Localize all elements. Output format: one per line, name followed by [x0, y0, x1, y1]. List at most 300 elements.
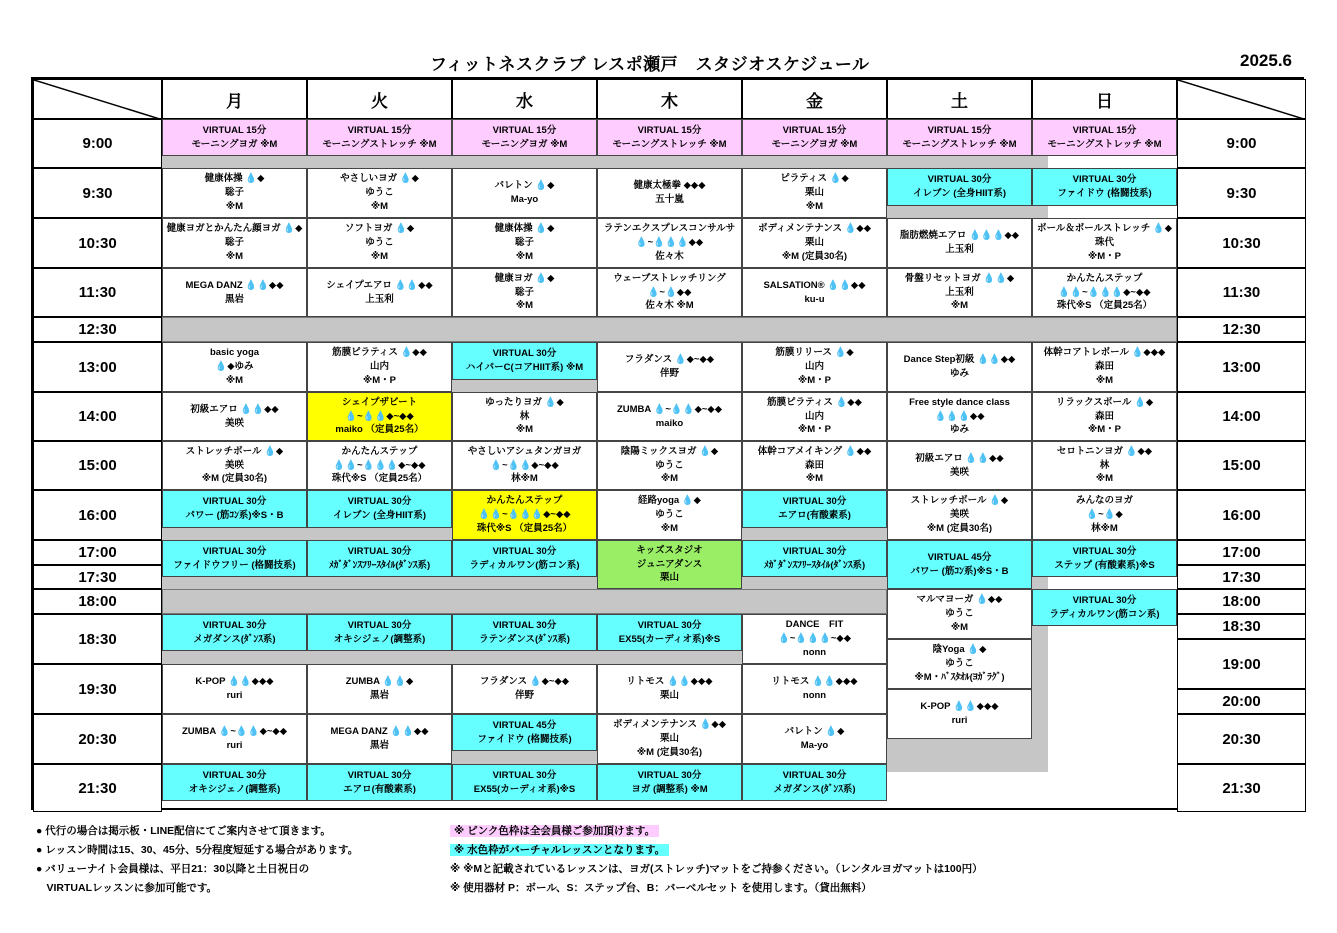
lesson-name: VIRTUAL 30分 — [782, 496, 847, 508]
note-line: ● レッスン時間は15、30、45分、5分程度短延する場合があります。 — [36, 844, 359, 856]
lesson-cell[interactable] — [887, 268, 1032, 317]
lesson-cell[interactable] — [452, 119, 597, 156]
lesson-name: VIRTUAL 15分 — [202, 124, 267, 136]
lesson-detail: maiko — [655, 417, 684, 429]
lesson-detail: モーニングヨガ ※M — [191, 138, 278, 150]
time-label-right: 19:00 — [1177, 639, 1306, 689]
lesson-cell[interactable] — [452, 441, 597, 490]
lesson-cell[interactable] — [162, 614, 307, 651]
lesson-detail: エアロ(有酸素系) — [778, 510, 851, 521]
lesson-cell[interactable] — [307, 764, 452, 801]
lesson-name: VIRTUAL 30分 — [1072, 174, 1137, 186]
lesson-name: 初級エアロ 💧💧◆◆ — [915, 452, 1004, 464]
lesson-cell[interactable] — [452, 490, 597, 540]
lesson-detail: ※M — [370, 250, 389, 262]
lesson-detail: 佐々木 ※M — [645, 300, 694, 312]
lesson-detail: 黒岩 — [224, 293, 244, 305]
lesson-name: 健康ヨガとかんたん顔ヨガ 💧◆ — [166, 223, 303, 235]
lesson-name: ボディメンテナンス 💧◆◆ — [612, 719, 727, 731]
time-label-right: 17:30 — [1177, 565, 1306, 589]
lesson-detail: ゆみ — [949, 368, 969, 379]
lesson-cell[interactable] — [597, 392, 742, 441]
lesson-name: VIRTUAL 30分 — [347, 545, 412, 557]
time-label-right: 20:00 — [1177, 689, 1306, 714]
lesson-detail: ruri — [226, 690, 243, 701]
lesson-cell[interactable] — [162, 540, 307, 577]
lesson-detail: nonn — [802, 690, 827, 701]
lesson-detail: ゆみ — [949, 424, 969, 436]
notes-right — [450, 822, 983, 898]
time-label-right: 18:00 — [1177, 589, 1306, 614]
lesson-detail: 森田 — [1094, 410, 1114, 422]
time-label-left: 10:30 — [33, 218, 162, 268]
day-header-4: 金 — [742, 79, 887, 119]
lesson-detail: 聡子 — [514, 286, 534, 298]
lesson-detail: 栗山 — [659, 572, 679, 584]
time-label-right: 10:30 — [1177, 218, 1306, 268]
lesson-cell[interactable] — [887, 119, 1032, 156]
lesson-cell[interactable] — [307, 268, 452, 317]
corner-right — [1177, 79, 1306, 119]
lesson-detail: ジュニアダンス — [636, 558, 703, 570]
lesson-detail: 珠代※S （定員25名） — [476, 522, 573, 534]
time-label-right: 14:00 — [1177, 392, 1306, 441]
lesson-cell[interactable] — [1032, 441, 1177, 490]
lesson-name: VIRTUAL 15分 — [492, 124, 557, 136]
lesson-name: ゆったりヨガ 💧◆ — [485, 396, 564, 408]
lesson-cell[interactable] — [597, 764, 742, 801]
time-label-left: 20:30 — [33, 714, 162, 764]
lesson-cell[interactable] — [1032, 589, 1177, 626]
lesson-detail: ※M・ﾊﾞｽﾀｵﾙ(ﾖｶﾞﾗｸﾞ) — [914, 671, 1005, 683]
time-label-left: 13:00 — [33, 342, 162, 392]
lesson-cell[interactable] — [307, 392, 452, 441]
lesson-detail: ※M・P — [1088, 424, 1121, 436]
lesson-cell[interactable] — [597, 664, 742, 714]
lesson-cell[interactable] — [162, 268, 307, 317]
lesson-detail: モーニングヨガ ※M — [771, 138, 858, 150]
note-line: ※ 使用器材 P：ボール、S：ステップ台、B：バーベルセット を使用します。（貸出無料） — [450, 882, 872, 894]
lesson-cell[interactable] — [887, 392, 1032, 441]
lesson-detail: モーニングストレッチ ※M — [322, 138, 437, 150]
lesson-name: ボディメンテナンス 💧◆◆ — [757, 223, 872, 235]
lesson-name: ストレッチボール 💧◆ — [185, 445, 284, 457]
lesson-name: VIRTUAL 30分 — [1072, 594, 1137, 606]
lesson-name: VIRTUAL 30分 — [347, 496, 412, 508]
lesson-detail: ラディカルワン(筋コン系) — [1049, 608, 1160, 620]
lesson-name: VIRTUAL 30分 — [347, 619, 412, 631]
time-label-right: 11:30 — [1177, 268, 1306, 317]
lesson-name: かんたんステップ — [341, 445, 418, 457]
lesson-detail: 林※M — [511, 473, 538, 485]
lesson-cell[interactable] — [1032, 119, 1177, 156]
lesson-cell[interactable] — [162, 764, 307, 801]
lesson-name: シェイプザビート — [341, 396, 418, 408]
lesson-detail: 💧~💧💧💧~◆◆ — [777, 633, 852, 645]
lesson-cell[interactable] — [742, 168, 887, 218]
lesson-cell[interactable] — [1032, 392, 1177, 441]
lesson-name: basic yoga — [209, 347, 260, 359]
lesson-detail: モーニングストレッチ ※M — [1047, 138, 1162, 150]
lesson-cell[interactable] — [742, 392, 887, 441]
lesson-name: キッズスタジオ — [636, 544, 703, 556]
lesson-name: VIRTUAL 15分 — [1072, 124, 1137, 136]
lesson-detail: メガダンス(ﾀﾞﾝｽ系) — [773, 783, 856, 795]
lesson-cell[interactable] — [742, 664, 887, 714]
lesson-cell[interactable] — [887, 540, 1032, 589]
lesson-detail: 栗山 — [659, 733, 679, 745]
lesson-cell[interactable] — [1032, 342, 1177, 392]
lesson-name: MEGA DANZ 💧💧◆◆ — [330, 726, 429, 738]
lesson-detail: 栗山 — [804, 237, 824, 249]
lesson-name: 体幹コアトレボール 💧◆◆◆ — [1043, 347, 1166, 359]
lesson-cell[interactable] — [597, 342, 742, 392]
lesson-detail: イレブン (全身HIIT系) — [912, 188, 1007, 199]
lesson-detail: 上玉利 — [945, 244, 974, 255]
lesson-name: ラテンエクスプレスコンサルサ — [603, 223, 736, 235]
time-label-left: 15:00 — [33, 441, 162, 490]
time-label-right: 17:00 — [1177, 540, 1306, 565]
lesson-detail: ※M (定員30名) — [201, 473, 268, 485]
day-header-2: 水 — [452, 79, 597, 119]
lesson-name: VIRTUAL 30分 — [782, 769, 847, 781]
lesson-detail: 聡子 — [514, 237, 534, 249]
lesson-detail: 聡子 — [224, 187, 244, 199]
lesson-cell[interactable] — [742, 441, 887, 490]
lesson-cell[interactable] — [1032, 168, 1177, 206]
lesson-detail: ハイパーC(コアHIIT系) ※M — [465, 362, 584, 373]
lesson-name: ウェーブストレッチリング — [613, 272, 726, 284]
lesson-cell[interactable] — [162, 218, 307, 268]
lesson-cell[interactable] — [1032, 268, 1177, 317]
note-cyan: ※ 水色枠がバーチャルレッスンとなります。 — [450, 844, 669, 856]
lesson-detail: ゆうこ — [945, 658, 974, 670]
year-label: 2025.6 — [1240, 51, 1292, 70]
day-header-3: 木 — [597, 79, 742, 119]
lesson-cell[interactable] — [742, 342, 887, 392]
lesson-name: VIRTUAL 30分 — [637, 619, 702, 631]
lesson-detail: ※M — [1095, 473, 1114, 485]
evening-gray-row — [162, 589, 887, 614]
time-label-right: 21:30 — [1177, 764, 1306, 812]
lesson-cell[interactable] — [307, 168, 452, 218]
lesson-detail: ※M (定員30名) — [781, 250, 848, 262]
note-line: ● バリューナイト会員様は、平日21：30以降と土日祝日の — [36, 863, 310, 875]
lesson-name: 筋膜ピラティス 💧◆◆ — [767, 396, 862, 408]
lesson-name: MEGA DANZ 💧💧◆◆ — [185, 279, 284, 291]
lesson-detail: 💧💧~💧💧💧◆~◆◆ — [1058, 286, 1151, 298]
lesson-cell[interactable] — [597, 441, 742, 490]
lesson-detail: ※M — [805, 200, 824, 212]
lesson-cell[interactable] — [307, 342, 452, 392]
lesson-name: 初級エアロ 💧💧◆◆ — [190, 403, 279, 415]
time-label-left: 18:30 — [33, 614, 162, 664]
lesson-detail: ruri — [951, 715, 968, 726]
lesson-name: かんたんステップ — [1066, 272, 1143, 284]
lesson-detail: ku-u — [804, 293, 825, 305]
lesson-detail: ※M (定員30名) — [926, 522, 993, 534]
lesson-cell[interactable] — [307, 614, 452, 651]
lesson-name: 筋膜リリース 💧◆ — [775, 347, 854, 359]
lesson-detail: 伴野 — [659, 368, 679, 379]
lesson-detail: ヨガ (調整系) ※M — [631, 783, 708, 795]
lesson-detail: EX55(カーディオ系)※S — [618, 633, 721, 645]
lesson-name: 健康体操 💧◆ — [494, 223, 555, 235]
lesson-detail: ruri — [226, 740, 243, 751]
lesson-detail: オキシジェノ(調整系) — [188, 783, 281, 795]
time-label-right: 18:30 — [1177, 614, 1306, 639]
lesson-cell[interactable] — [887, 639, 1032, 689]
day-header-0: 月 — [162, 79, 307, 119]
lesson-detail: 美咲 — [224, 459, 244, 471]
lesson-cell[interactable] — [307, 441, 452, 490]
lesson-cell[interactable] — [162, 441, 307, 490]
lesson-name: Free style dance class — [909, 396, 1010, 408]
lesson-detail: ゆうこ — [365, 187, 394, 199]
lesson-detail: 美咲 — [224, 417, 244, 429]
lesson-cell[interactable] — [597, 268, 742, 317]
lesson-name: DANCE FIT — [785, 619, 844, 631]
note-line: ※ ※Mと記載されているレッスンは、ヨガ(ストレッチ)マットをご持参ください。（レンタルヨガマットは100円） — [450, 863, 983, 875]
lesson-cell[interactable] — [452, 764, 597, 801]
lesson-detail: 美咲 — [949, 509, 969, 521]
lesson-name: VIRTUAL 45分 — [492, 719, 557, 731]
lesson-name: 脂肪燃焼エアロ 💧💧💧◆◆ — [899, 230, 1020, 242]
lesson-name: K-POP 💧💧◆◆◆ — [195, 676, 274, 688]
lesson-name: ボール＆ボールストレッチ 💧◆ — [1036, 223, 1172, 235]
lesson-name: バレトン 💧◆ — [784, 726, 845, 738]
lesson-detail: モーニングストレッチ ※M — [902, 138, 1017, 150]
lesson-name: ZUMBA 💧💧◆ — [345, 676, 414, 688]
lesson-cell[interactable] — [162, 119, 307, 156]
lesson-cell[interactable] — [452, 268, 597, 317]
lesson-cell[interactable] — [742, 540, 887, 577]
lesson-cell[interactable] — [887, 218, 1032, 268]
lesson-name: VIRTUAL 30分 — [492, 769, 557, 781]
lesson-cell[interactable] — [307, 714, 452, 764]
lesson-name: やさしいヨガ 💧◆ — [340, 173, 419, 185]
schedule-grid — [31, 77, 1304, 810]
lesson-detail: ※M・P — [363, 374, 396, 386]
lesson-name: VIRTUAL 15分 — [927, 124, 992, 136]
lesson-cell[interactable] — [887, 168, 1032, 206]
lesson-cell[interactable] — [597, 218, 742, 268]
lesson-detail: モーニングヨガ ※M — [481, 138, 568, 150]
lesson-name: やさしいアシュタンガヨガ — [467, 445, 582, 457]
lesson-detail: 💧💧~💧💧💧◆~◆◆ — [478, 509, 571, 521]
lesson-name: 健康太極拳 ◆◆◆ — [633, 180, 706, 192]
lesson-detail: ﾒｶﾞﾀﾞﾝｽﾌﾘｰｽﾀｲﾙ(ﾀﾞﾝｽ系) — [763, 559, 866, 571]
lesson-detail: 💧~💧💧◆~◆◆ — [490, 459, 559, 471]
lesson-detail: ゆうこ — [365, 237, 394, 249]
time-label-left: 9:00 — [33, 119, 162, 168]
time-label-left: 14:00 — [33, 392, 162, 441]
lesson-name: VIRTUAL 30分 — [492, 545, 557, 557]
time-label-right: 20:30 — [1177, 714, 1306, 764]
lesson-cell[interactable] — [742, 268, 887, 317]
lesson-cell[interactable] — [742, 119, 887, 156]
time-label-left: 19:30 — [33, 664, 162, 714]
lesson-cell[interactable] — [452, 218, 597, 268]
lesson-detail: maiko （定員25名） — [335, 424, 424, 436]
lesson-detail: 上玉利 — [365, 293, 394, 305]
lesson-cell[interactable] — [162, 392, 307, 441]
lesson-detail: 黒岩 — [369, 690, 389, 701]
time-label-left: 16:00 — [33, 490, 162, 540]
lesson-detail: ※M — [950, 300, 969, 312]
time-label-left: 9:30 — [33, 168, 162, 218]
lesson-detail: ゆうこ — [655, 459, 684, 471]
lesson-cell[interactable] — [307, 490, 452, 528]
lesson-detail: 聡子 — [224, 237, 244, 249]
lesson-detail: ※M (定員30名) — [636, 746, 703, 758]
lesson-name: VIRTUAL 30分 — [927, 174, 992, 186]
lesson-detail: ※M・P — [798, 374, 831, 386]
lesson-cell[interactable] — [597, 540, 742, 589]
lesson-detail: 山内 — [804, 410, 824, 422]
lesson-name: バレトン 💧◆ — [494, 180, 555, 192]
lesson-cell[interactable] — [307, 540, 452, 577]
lesson-detail: ﾒｶﾞﾀﾞﾝｽﾌﾘｰｽﾀｲﾙ(ﾀﾞﾝｽ系) — [328, 559, 431, 571]
time-label-left: 17:30 — [33, 565, 162, 589]
lesson-cell[interactable] — [597, 490, 742, 540]
lesson-cell[interactable] — [1032, 490, 1177, 540]
lesson-cell[interactable] — [1032, 540, 1177, 577]
lesson-name: かんたんステップ — [486, 495, 563, 507]
lesson-cell[interactable] — [887, 441, 1032, 490]
lesson-cell[interactable] — [452, 614, 597, 651]
lesson-detail: 💧~💧💧◆~◆◆ — [345, 410, 414, 422]
lesson-name: VIRTUAL 30分 — [492, 348, 557, 360]
lesson-cell[interactable] — [452, 342, 597, 380]
time-label-left: 17:00 — [33, 540, 162, 565]
lesson-name: Dance Step初級 💧💧◆◆ — [903, 354, 1016, 366]
lesson-name: ソフトヨガ 💧◆ — [344, 223, 415, 235]
lesson-cell[interactable] — [162, 342, 307, 392]
lesson-detail: 黒岩 — [369, 740, 389, 751]
day-header-5: 土 — [887, 79, 1032, 119]
lesson-name: VIRTUAL 30分 — [1072, 545, 1137, 557]
lesson-cell[interactable] — [307, 218, 452, 268]
lesson-detail: パワー (筋ｺﾝ系)※S・B — [910, 565, 1009, 577]
page-title: フィットネスクラブ レスポ瀬戸 スタジオスケジュール — [430, 55, 870, 74]
lesson-detail: ゆうこ — [945, 608, 974, 620]
lesson-cell[interactable] — [887, 342, 1032, 392]
lesson-name: VIRTUAL 45分 — [927, 551, 992, 563]
lesson-name: 体幹コアメイキング 💧◆◆ — [757, 445, 872, 457]
lesson-cell[interactable] — [597, 614, 742, 651]
lesson-name: VIRTUAL 15分 — [782, 124, 847, 136]
lesson-cell[interactable] — [887, 490, 1032, 540]
lesson-name: マルマヨーガ 💧◆◆ — [916, 594, 1003, 606]
lesson-cell[interactable] — [162, 490, 307, 528]
lesson-cell[interactable] — [742, 764, 887, 801]
lesson-name: セロトニンヨガ 💧◆◆ — [1056, 445, 1153, 457]
time-label-right: 13:00 — [1177, 342, 1306, 392]
lesson-cell[interactable] — [742, 218, 887, 268]
lesson-cell[interactable] — [452, 664, 597, 714]
lesson-name: 陰Yoga 💧◆ — [932, 644, 987, 656]
lesson-name: みんなのヨガ — [1075, 495, 1133, 507]
day-header-6: 日 — [1032, 79, 1177, 119]
lesson-cell[interactable] — [452, 540, 597, 577]
lesson-detail: 💧~💧💧💧◆◆ — [635, 237, 704, 249]
note-pink: ※ ピンク色枠は全会員様ご参加頂けます。 — [450, 825, 659, 837]
lesson-detail: エアロ(有酸素系) — [343, 783, 416, 795]
lesson-cell[interactable] — [1032, 218, 1177, 268]
lesson-cell[interactable] — [452, 392, 597, 441]
note-line: ● 代行の場合は掲示板・LINE配信にてご案内させて頂きます。 — [36, 825, 331, 837]
time-label-right: 9:30 — [1177, 168, 1306, 218]
lesson-name: VIRTUAL 30分 — [202, 496, 267, 508]
lesson-detail: 佐々木 — [655, 250, 684, 262]
lesson-name: 健康体操 💧◆ — [204, 173, 265, 185]
lesson-detail: ラテンダンス(ﾀﾞﾝｽ系) — [479, 633, 570, 645]
lesson-cell[interactable] — [162, 714, 307, 764]
lesson-detail: ※M — [515, 300, 534, 312]
lesson-detail: ゆうこ — [655, 509, 684, 521]
lesson-detail: ※M・P — [798, 424, 831, 436]
lesson-detail: 林※M — [1091, 522, 1118, 534]
lesson-cell[interactable] — [452, 168, 597, 218]
lesson-detail: ※M — [660, 522, 679, 534]
lesson-name: VIRTUAL 30分 — [347, 769, 412, 781]
lunch-gray-row — [162, 317, 1177, 342]
lesson-detail: ※M — [225, 250, 244, 262]
lesson-detail: 山内 — [804, 361, 824, 373]
lesson-detail: パワー (筋ｺﾝ系)※S・B — [185, 510, 284, 521]
lesson-detail: 上玉利 — [945, 286, 974, 298]
lesson-name: VIRTUAL 30分 — [202, 769, 267, 781]
lesson-cell[interactable] — [307, 119, 452, 156]
time-label-left: 11:30 — [33, 268, 162, 317]
lesson-cell[interactable] — [742, 490, 887, 528]
time-label-left: 18:00 — [33, 589, 162, 614]
lesson-name: リラックスボール 💧◆ — [1055, 396, 1154, 408]
lesson-cell[interactable] — [162, 664, 307, 714]
lesson-cell[interactable] — [887, 689, 1032, 739]
lesson-name: 骨盤リセットヨガ 💧💧◆ — [904, 272, 1015, 284]
lesson-detail: 伴野 — [514, 690, 534, 701]
lesson-cell[interactable] — [887, 589, 1032, 639]
lesson-detail: ※M — [370, 200, 389, 212]
lesson-cell[interactable] — [742, 714, 887, 764]
lesson-detail: ※M — [1095, 374, 1114, 386]
lesson-detail: 💧~💧◆ — [1086, 509, 1123, 521]
lesson-name: ピラティス 💧◆ — [780, 173, 849, 185]
lesson-detail: 💧💧💧◆◆ — [934, 410, 985, 422]
lesson-name: K-POP 💧💧◆◆◆ — [920, 701, 999, 713]
lesson-cell[interactable] — [597, 119, 742, 156]
lesson-detail: 💧◆ゆみ — [215, 361, 254, 373]
lesson-detail: EX55(カーディオ系)※S — [473, 783, 576, 795]
lesson-name: ストレッチボール 💧◆ — [910, 495, 1009, 507]
time-label-right: 9:00 — [1177, 119, 1306, 168]
lesson-cell[interactable] — [452, 714, 597, 751]
lesson-name: ZUMBA 💧~💧💧◆~◆◆ — [616, 403, 723, 415]
lesson-cell[interactable] — [742, 614, 887, 664]
lesson-detail: ステップ (有酸素系)※S — [1054, 559, 1155, 571]
notes-left — [36, 822, 358, 898]
lesson-cell[interactable] — [597, 714, 742, 764]
lesson-cell[interactable] — [597, 168, 742, 218]
lesson-cell[interactable] — [162, 168, 307, 218]
time-label-right: 15:00 — [1177, 441, 1306, 490]
lesson-name: VIRTUAL 15分 — [347, 124, 412, 136]
lesson-detail: 💧💧~💧💧💧◆~◆◆ — [333, 459, 426, 471]
lesson-detail: nonn — [802, 646, 827, 658]
lesson-cell[interactable] — [307, 664, 452, 714]
